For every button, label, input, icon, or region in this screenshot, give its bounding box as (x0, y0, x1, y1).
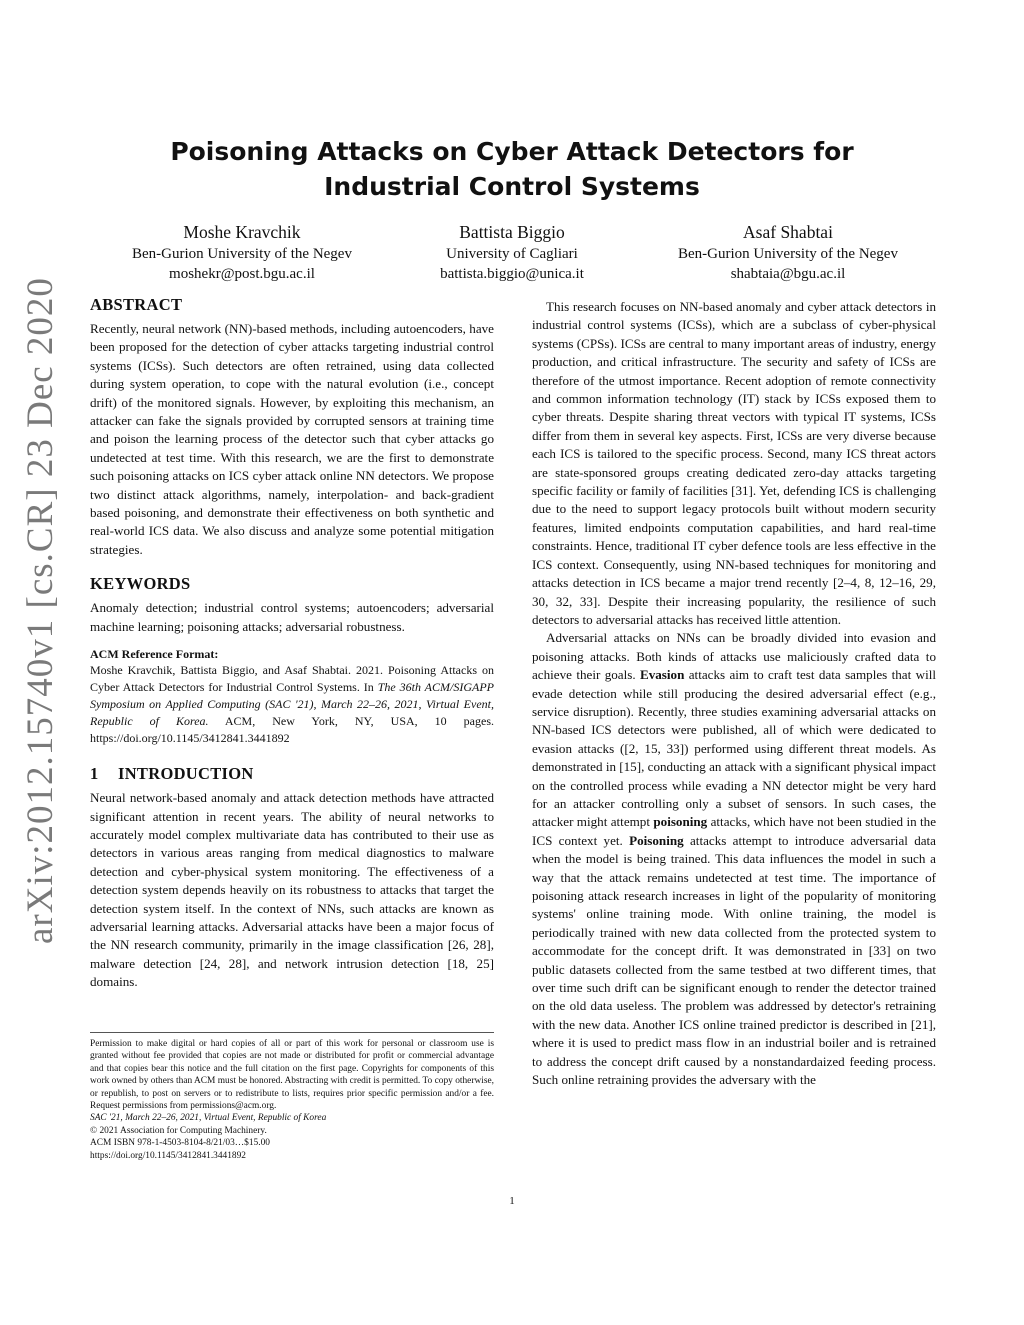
abstract-text: Recently, neural network (NN)-based methods, including autoencoders, have been proposed for the detection of cyber attacks targeting industrial control systems (ICSs). Such detectors are often retrained, using data collected during system operation, to cope with the natural evolution (i.e., concept drift) of the monitored signals. However, by exploiting this mechanism, an attacker can fake the signals provided by corrupted sensors at training time and poison the learning process of the detector such that cyber attacks go undetected at test time. With this research, we are the first to demonstrate such poisoning attacks on ICS cyber attack online NN detectors. We propose two distinct attack algorithms, namely, interpolation- and back-gradient based poisoning, and demonstrate their effectiveness on both synthetic and real-world ICS data. We also discuss and analyze some potential mitigation strategies. (90, 321, 494, 557)
author-email[interactable]: battista.biggio@unica.it (440, 266, 584, 282)
author-name: Moshe Kravchik (183, 222, 301, 242)
body-paragraph (532, 629, 936, 1089)
acm-reference-text (90, 662, 494, 747)
introduction-paragraph: Neural network-based anomaly and attack detection methods have attracted significant attention in recent years. The ability of neural networks to accurately model complex multivariate data has contributed to their use as detectors in various areas ranging from medical diagnostics to malware detection and cyber-physical system monitoring. The effectiveness of a detection system depends heavily on its robustness to attacks that target the detection system itself. In the context of NNs, such attacks are known as adversarial learning attacks. Adversarial attacks have been a major focus of the NN research community, primarily in the image classification [26, 28], malware detection [24, 28], and network intrusion detection [18, 25] domains. (90, 790, 494, 990)
bold-term: poisoning (653, 814, 708, 830)
section-title: INTRODUCTION (118, 764, 254, 784)
bold-term: Poisoning (629, 832, 684, 848)
right-column (532, 298, 936, 1089)
acm-reference-tail: ACM, New York, NY, USA, 10 pages. https://doi.org/10.1145/3412841.3441892 (90, 714, 494, 746)
author-block (648, 220, 928, 284)
author-block (102, 220, 382, 284)
permission-block (90, 1032, 494, 1162)
text-run: attacks aim to craft test data samples that will evade detection while still producing the desired adversarial effect (e.g., service disruption). Recently, three studies examining adversarial attacks on NN-based ICS detectors were published, all of which were dedicated to evasion attacks ([2, 15, 33]) performed using different threat models. As demonstrated in [15], conducting an attack with a significant physical impact on the controlled process while evading a NN detector might be very hard for an attacker controlling only a subset of sensors. In such cases, the attacker might attempt (532, 667, 936, 830)
paper-title: Poisoning Attacks on Cyber Attack Detectors for Industrial Control Systems (170, 137, 854, 201)
author-email[interactable]: shabtaia@bgu.ac.il (730, 266, 846, 282)
copyright-line: © 2021 Association for Computing Machinery. (90, 1125, 267, 1136)
keywords-heading: KEYWORDS (90, 574, 191, 594)
left-column (90, 294, 494, 992)
section-number: 1 (90, 764, 99, 784)
author-name: Battista Biggio (459, 222, 565, 242)
doi-link[interactable]: https://doi.org/10.1145/3412841.3441892 (90, 1150, 246, 1161)
acm-reference-authors: Moshe Kravchik, Battista Biggio, and Asaf Shabtai. 2021. Poisoning Attacks on Cyber Attack Detectors for Industrial Control Systems. In (90, 663, 494, 695)
footnote-rule (90, 1032, 494, 1033)
author-affiliation: Ben-Gurion University of the Negev (678, 246, 898, 262)
permission-text: Permission to make digital or hard copies of all or part of this work for personal or classroom use is granted without fee provided that copies are not made or distributed for profit or commercial advantage and that copies bear this notice and the full citation on the first page. Copyrights for components of this work owned by others than ACM must be honored. Abstracting with credit is permitted. To copy otherwise, or republish, to post on servers or to redistribute to lists, requires prior specific permission and/or a fee. Request permissions from permissions@acm.org. (90, 1039, 494, 1112)
author-affiliation: University of Cagliari (446, 246, 578, 262)
introduction-heading (90, 763, 494, 785)
conference-line: SAC '21, March 22–26, 2021, Virtual Event, Republic of Korea (90, 1113, 327, 1124)
text-run: Adversarial attacks on NNs can be broadly divided into evasion and poisoning attacks. Both kinds of attacks use maliciously crafted data to achieve their goals. (532, 630, 936, 683)
author-email[interactable]: moshekr@post.bgu.ac.il (169, 266, 315, 282)
abstract-heading: ABSTRACT (90, 295, 183, 314)
acm-reference-heading: ACM Reference Format: (90, 647, 219, 662)
acm-reference-venue: The 36th ACM/SIGAPP Symposium on Applied Computing (SAC '21), March 22–26, 2021, Virtual Event, Republic of Korea. (90, 680, 494, 729)
keywords-text: Anomaly detection; industrial control systems; autoencoders; adversarial machine learning; poisoning attacks; adversarial robustness. (90, 600, 494, 634)
arxiv-identifier: arXiv:2012.15740v1 [cs.CR] 23 Dec 2020 (20, 277, 61, 944)
page-number: 1 (509, 1195, 515, 1207)
author-affiliation: Ben-Gurion University of the Negev (132, 246, 352, 262)
text-run: attacks, which have not been studied in the ICS context yet. (532, 814, 937, 848)
author-block (372, 220, 652, 284)
bold-term: Evasion (639, 667, 685, 683)
isbn-line: ACM ISBN 978-1-4503-8104-8/21/03…$15.00 (90, 1138, 270, 1149)
text-run: attacks attempt to introduce adversarial data when the model is being trained. This data influences the model in such a way that the attack remains undetected at test time. The importance of poisoning attack research increases in light of the popularity of monitoring systems' online training mode. With online training, the model is periodically trained with new data collected from the protected system to accommodate for the concept drift. It was demonstrated in [33] on two public datasets collected from the same testbed at two different times, that over time such drift can be significant enough to render the detector trained on the old data useless. The problem was addressed by detector's retraining with the new data. Another ICS online trained predictor is described in [21], where it is used to predict mass flow in an industrial boiler and is retrained to address the concept drift caused by a nonstandardaized feeding process. Such online retraining provides the adversary with the (532, 832, 936, 1088)
author-name: Asaf Shabtai (743, 222, 833, 242)
body-paragraph: This research focuses on NN-based anomaly and cyber attack detectors in industrial control systems (ICSs), which are a subclass of cyber-physical systems (CPSs). ICSs are central to many important areas of industry, energy production, and critical infrastructure. The security and safety of ICSs are therefore of the utmost importance. Recent adoption of remote connectivity and common information technology (IT) stack by ICSs exposed them to cyber threats. Despite sharing threat vectors with typical IT systems, ICSs differ from them in several key aspects. First, ICSs are very diverse because each ICS is tailored to the specific process. Second, many ICS threat actors are state-sponsored groups creating dedicated zero-day attacks targeting specific facility or family of facilities [31]. Yet, defending ICS is challenging due to the need to support legacy protocols built without modern security features, limited endpoints computation capabilities, and hard real-time constraints. Hence, traditional IT cyber defence tools are less effective in the ICS context. Consequently, using NN-based techniques for monitoring and attacks detection in ICS became a major trend recently [2–4, 8, 12–16, 29, 30, 32, 33]. Despite their increasing popularity, the resilience of such detectors to adversarial attacks has received little attention. (532, 299, 936, 627)
